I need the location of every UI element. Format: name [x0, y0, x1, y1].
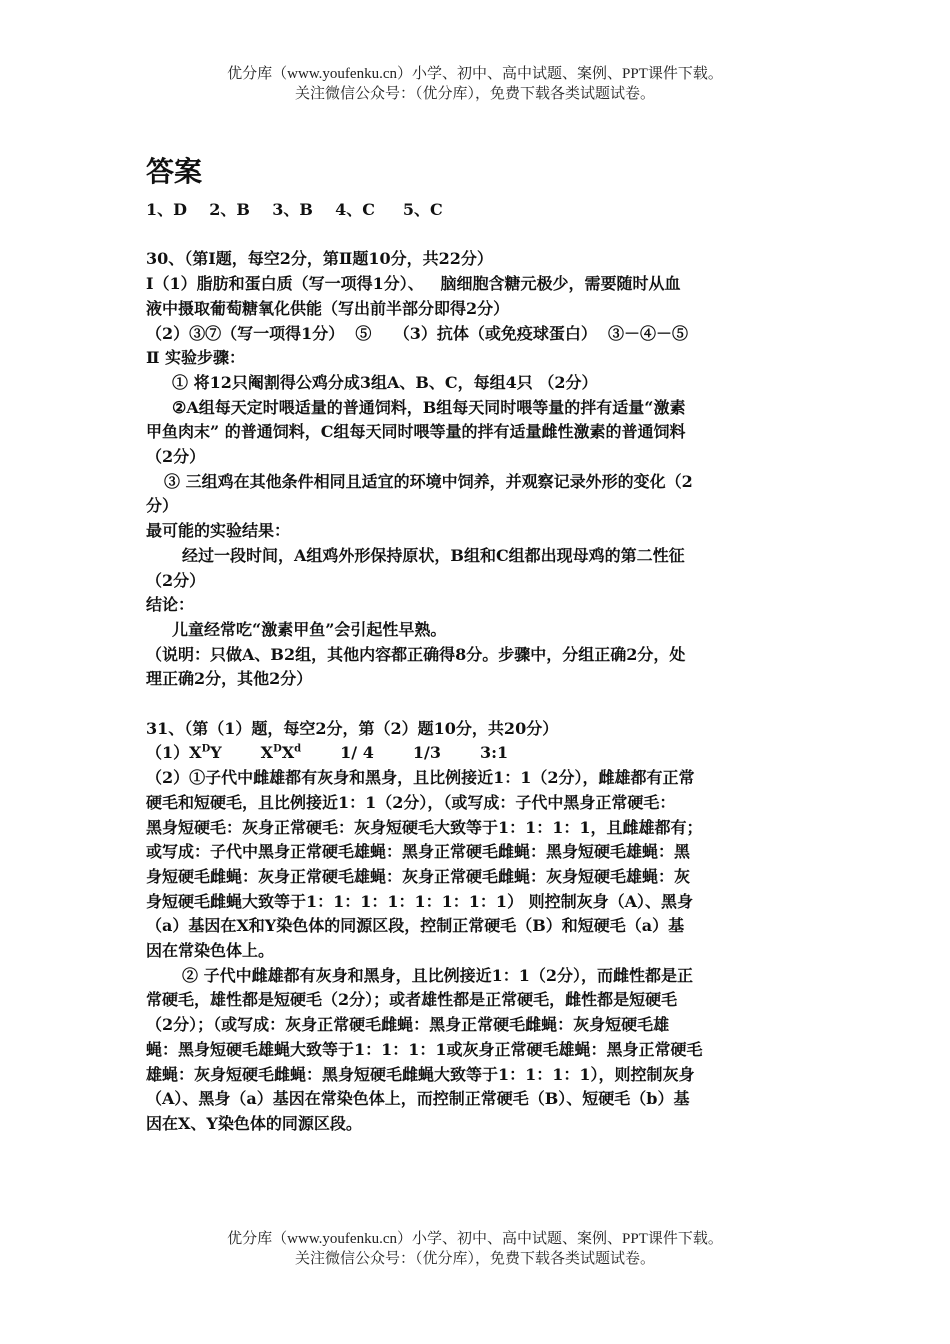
question-31	[146, 717, 810, 1137]
q30-step-2-line-a: ②A组每天定时喂适量的普通饲料，B组每天同时喂等量的拌有适量“激素	[172, 397, 686, 417]
q31-p3-line: 常硬毛，雄性都是短硬毛（2分）；或者雄性都是正常硬毛，雌性都是短硬毛	[146, 990, 678, 1010]
q31-ans1-prefix: （1）	[146, 743, 190, 763]
q31-answer-1	[146, 741, 810, 766]
q31-p2-line: （a）基因在X和Y染色体的同源区段，控制正常硬毛（B）和短硬毛（a）基	[146, 916, 685, 936]
page-header	[0, 64, 950, 104]
q31-p3-line: 蝇：黑身短硬毛雄蝇大致等于1：1：1：1或灰身正常硬毛雄蝇：黑身正常硬毛	[146, 1039, 703, 1059]
q31-p3-line: （A）、黑身（a）基因在常染色体上，而控制正常硬毛（B）、短硬毛（b）基	[146, 1089, 690, 1109]
q31-p2-line: 身短硬毛雌蝇：灰身正常硬毛雄蝇：灰身正常硬毛雌蝇：灰身短硬毛雄蝇：灰	[146, 866, 691, 886]
question-30	[146, 247, 810, 692]
q30-note-line-b: 理正确2分，其他2分）	[146, 669, 313, 689]
q31-p2-line: 因在常染色体上。	[146, 941, 275, 961]
fraction-1: 1/ 4	[340, 743, 374, 763]
q30-result-label: 最可能的实验结果：	[146, 521, 291, 541]
fraction-2: 1/3	[412, 743, 441, 763]
q30-step-2-line-b: 甲鱼肉末” 的普通饲料，C组每天同时喂等量的拌有适量雌性激素的普通饲料	[146, 422, 686, 442]
q30-step-2-line-c: （2分）	[146, 447, 206, 467]
q30-conclusion: 儿童经常吃“激素甲鱼”会引起性早熟。	[172, 619, 447, 639]
q31-p2-line: 身短硬毛雌蝇大致等于1：1：1：1：1：1：1：1） 则控制灰身（A）、黑身	[146, 891, 694, 911]
footer-line-2: 关注微信公众号：（优分库），免费下载各类试题试卷。	[294, 1251, 655, 1267]
q30-conclusion-label: 结论：	[146, 595, 195, 615]
q31-p2-line: 或写成：子代中黑身正常硬毛雄蝇：黑身正常硬毛雌蝇：黑身短硬毛雄蝇：黑	[146, 842, 691, 862]
q30-step-1: ① 将12只阉割得公鸡分成3组A、B、C，每组4只 （2分）	[172, 372, 598, 392]
q31-p3-line: ② 子代中雌雄都有灰身和黑身，且比例接近1：1（2分），而雌性都是正	[182, 965, 693, 985]
q31-part2-para1	[146, 766, 810, 964]
genotype-2: $X^DX^d$	[260, 743, 302, 763]
q31-heading: 31、（第（1）题，每空2分，第（2）题10分，共20分）	[146, 718, 559, 738]
genotype-1: $X^DY$	[189, 743, 222, 763]
q31-p2-line: 黑身短硬毛：灰身正常硬毛：灰身短硬毛大致等于1：1：1：1，且雌雄都有；	[146, 817, 703, 837]
ratio: 3:1	[479, 743, 509, 763]
q30-note-line-a: （说明：只做A、B2组，其他内容都正确得8分。步骤中，分组正确2分，处	[146, 644, 686, 664]
q30-result-line-b: （2分）	[146, 570, 206, 590]
q30-step-3-line-b: 分）	[146, 496, 179, 516]
q30-heading: 30、（第Ⅰ题，每空2分，第Ⅱ题10分，共22分）	[146, 249, 493, 269]
q31-part2-para2	[146, 964, 810, 1137]
q30-step-3-line-a: ③ 三组鸡在其他条件相同且适宜的环境中饲养，并观察记录外形的变化（2	[164, 471, 693, 491]
page-footer	[0, 1229, 950, 1269]
q31-p3-line: 雄蝇：灰身短硬毛雌蝇：黑身短硬毛雌蝇大致等于1：1：1：1），则控制灰身	[146, 1064, 695, 1084]
q31-p3-line: 因在X、Y染色体的同源区段。	[146, 1113, 362, 1133]
q30-steps-label: Ⅱ 实验步骤：	[146, 348, 246, 368]
q31-p2-line: （2）①子代中雌雄都有灰身和黑身，且比例接近1：1（2分），雌雄都有正常	[146, 768, 695, 788]
header-line-2: 关注微信公众号：（优分库），免费下载各类试题试卷。	[294, 86, 655, 102]
footer-line-1: 优分库（www.youfenku.cn）小学、初中、高中试题、案例、PPT课件下载。	[227, 1231, 723, 1247]
q31-p3-line: （2分）；（或写成：灰身正常硬毛雌蝇：黑身正常硬毛雌蝇：灰身短硬毛雄	[146, 1015, 670, 1035]
document-body	[146, 152, 810, 1137]
q31-p2-line: 硬毛和短硬毛，且比例接近1：1（2分），（或写成：子代中黑身正常硬毛：	[146, 792, 676, 812]
q30-part1-sub2: （2）③⑦（写一项得1分） ⑤ （3）抗体（或免疫球蛋白） ③－④－⑤	[146, 323, 688, 343]
page-title: 答案	[146, 155, 203, 188]
q30-part1-line-a: Ⅰ（1）脂肪和蛋白质（写一项得1分）、 脑细胞含糖元极少，需要随时从血	[146, 274, 681, 294]
header-line-1: 优分库（www.youfenku.cn）小学、初中、高中试题、案例、PPT课件下载。	[227, 66, 723, 82]
q30-part1-line-b: 液中摄取葡萄糖氧化供能（写出前半部分即得2分）	[146, 298, 510, 318]
mc-answers: 1、D 2、B 3、B 4、C 5、C	[146, 200, 443, 219]
q30-result-line-a: 经过一段时间，A组鸡外形保持原状，B组和C组都出现母鸡的第二性征	[182, 545, 685, 565]
